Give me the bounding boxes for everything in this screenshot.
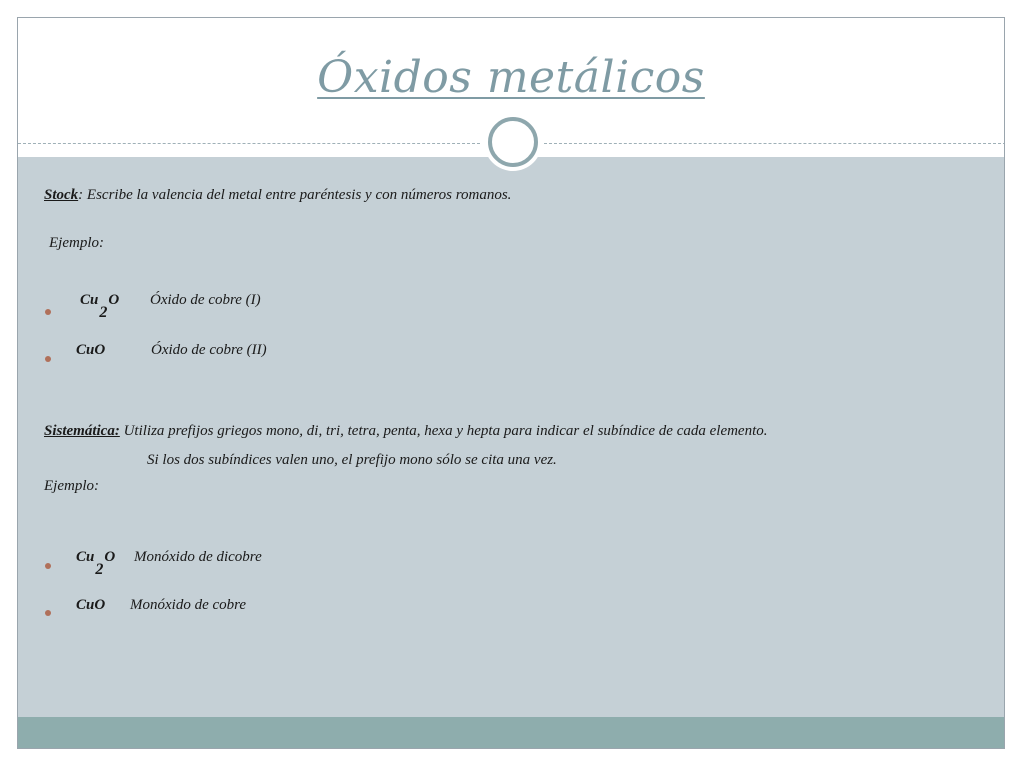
stock-label: Stock <box>44 187 79 203</box>
slide <box>17 17 1005 749</box>
stock-description: : Escribe la valencia del metal entre paréntesis y con números romanos. <box>78 187 512 203</box>
formula-cuo: CuO <box>76 342 106 358</box>
formula-cuo: CuO <box>76 597 106 613</box>
circle-ring <box>488 117 538 167</box>
slide-title: Óxidos metálicos <box>317 52 705 103</box>
divider-right <box>544 143 1005 144</box>
sistematica-item-name: Monóxido de dicobre <box>134 549 262 565</box>
sistematica-item-name: Monóxido de cobre <box>130 597 247 613</box>
sistematica-paragraph <box>44 423 768 440</box>
stock-item-name: Óxido de cobre (I) <box>150 292 261 308</box>
bullet-icon <box>45 563 51 569</box>
formula-cu2o: Cu2O <box>76 549 116 578</box>
sistematica-example-label: Ejemplo: <box>44 478 99 494</box>
bullet-icon <box>45 356 51 362</box>
bullet-icon <box>45 610 51 616</box>
divider-left <box>18 143 480 144</box>
formula-cu2o: Cu2O <box>80 292 120 321</box>
stock-paragraph <box>44 187 511 204</box>
bullet-icon <box>45 309 51 315</box>
stock-item-name: Óxido de cobre (II) <box>151 342 267 358</box>
stock-example-label: Ejemplo: <box>49 235 104 251</box>
sistematica-description: Utiliza prefijos griegos mono, di, tri, tetra, penta, hexa y hepta para indicar el subíndice de cada elemento. <box>119 423 768 439</box>
footer-bar <box>18 717 1004 749</box>
sistematica-note: Si los dos subíndices valen uno, el prefijo mono sólo se cita una vez. <box>147 452 557 468</box>
sistematica-label: Sistemática: <box>44 423 120 439</box>
